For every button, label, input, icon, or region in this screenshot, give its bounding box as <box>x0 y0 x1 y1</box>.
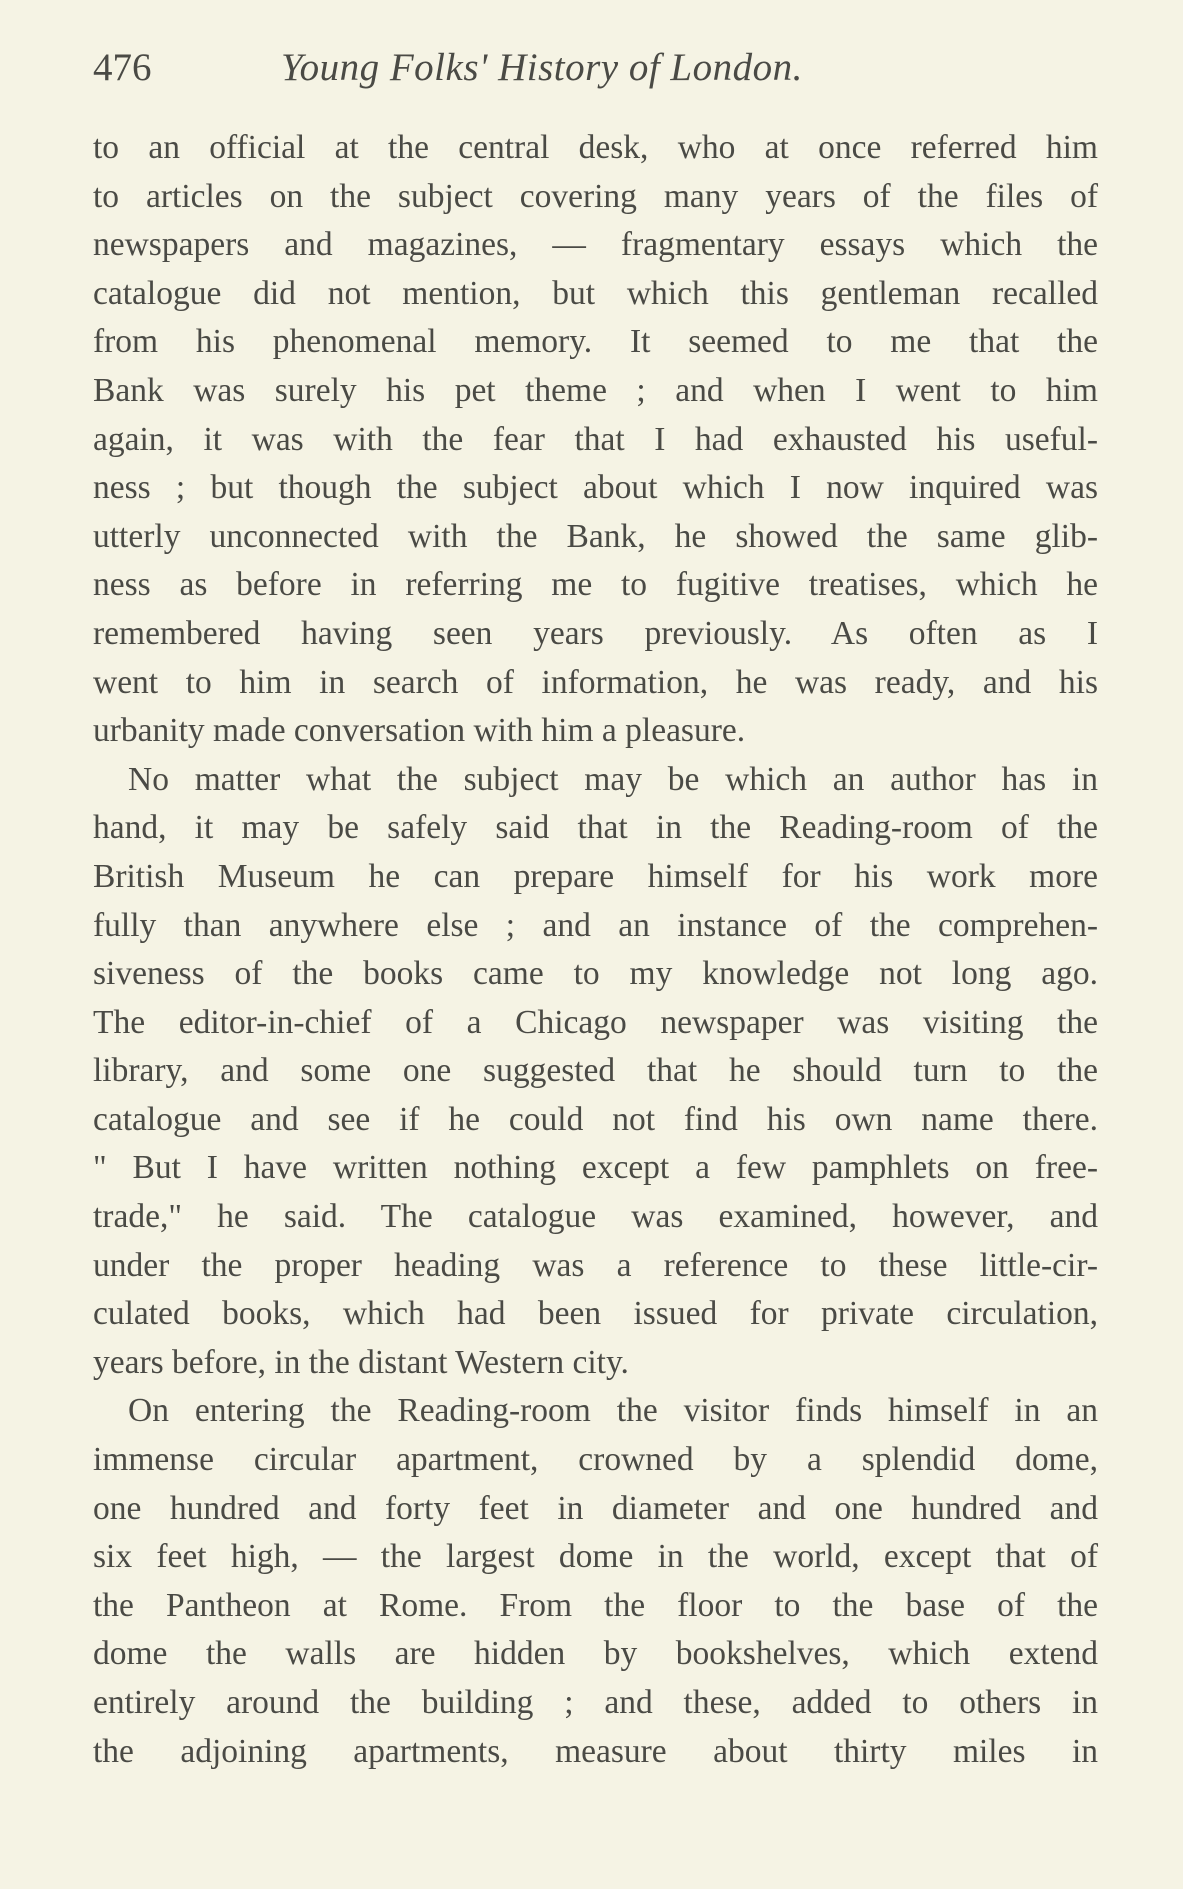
text-line: catalogue did not mention, but which this gentleman recalled <box>93 274 1098 312</box>
text-line: from his phenomenal memory. It seemed to me that the <box>93 323 1098 361</box>
text-line: fully than anywhere else ; and an instance of the comprehen- <box>93 906 1098 944</box>
text-line: six feet high, — the largest dome in the world, except that of <box>93 1538 1098 1576</box>
text-line: remembered having seen years previously. As often as I <box>93 614 1098 652</box>
text-line: library, and some one suggested that he should turn to the <box>93 1052 1098 1090</box>
text-line: one hundred and forty feet in diameter and one hundred and <box>93 1489 1098 1527</box>
text-line: under the proper heading was a reference to these little-cir- <box>93 1246 1098 1284</box>
paragraph-start-line: No matter what the subject may be which an author has in <box>128 760 1098 798</box>
text-line: catalogue and see if he could not find his own name there. <box>93 1100 1098 1138</box>
text-line: Bank was surely his pet theme ; and when I went to him <box>93 371 1098 409</box>
text-line: newspapers and magazines, — fragmentary essays which the <box>93 226 1098 264</box>
text-line: ness as before in referring me to fugitive treatises, which he <box>93 566 1098 604</box>
text-line: entirely around the building ; and these, added to others in <box>93 1684 1098 1721</box>
paragraph-end-line: urbanity made conversation with him a pleasure. <box>93 712 746 750</box>
text-line: utterly unconnected with the Bank, he showed the same glib- <box>93 517 1098 555</box>
text-line: British Museum he can prepare himself for his work more <box>93 857 1098 895</box>
text-line: hand, it may be safely said that in the Reading-room of the <box>93 809 1098 847</box>
text-line: trade," he said. The catalogue was examined, however, and <box>93 1198 1098 1236</box>
running-title: Young Folks' History of London. <box>281 46 803 89</box>
text-line: culated books, which had been issued for private circulation, <box>93 1295 1098 1333</box>
text-line: The editor-in-chief of a Chicago newspaper was visiting the <box>93 1003 1098 1041</box>
text-line: the adjoining apartments, measure about thirty miles in <box>93 1732 1098 1770</box>
text-line: went to him in search of information, he was ready, and his <box>93 663 1098 701</box>
page-number: 476 <box>93 46 152 89</box>
text-line: siveness of the books came to my knowledge not long ago. <box>93 955 1098 993</box>
text-line: immense circular apartment, crowned by a splendid dome, <box>93 1441 1098 1479</box>
page-header <box>93 38 1103 98</box>
text-line: ness ; but though the subject about which I now inquired was <box>93 469 1098 507</box>
body-text <box>93 124 1098 1776</box>
paragraph-start-line: On entering the Reading-room the visitor finds himself in an <box>128 1392 1098 1430</box>
text-line: " But I have written nothing except a few pamphlets on free- <box>93 1149 1098 1187</box>
text-line: again, it was with the fear that I had exhausted his useful- <box>93 420 1098 458</box>
text-line: to articles on the subject covering many years of the files of <box>93 177 1098 215</box>
text-line: dome the walls are hidden by bookshelves, which extend <box>93 1635 1098 1673</box>
text-line: the Pantheon at Rome. From the floor to the base of the <box>93 1586 1098 1624</box>
text-line: to an official at the central desk, who at once referred him <box>93 129 1098 166</box>
paragraph-end-line: years before, in the distant Western city. <box>93 1343 629 1381</box>
